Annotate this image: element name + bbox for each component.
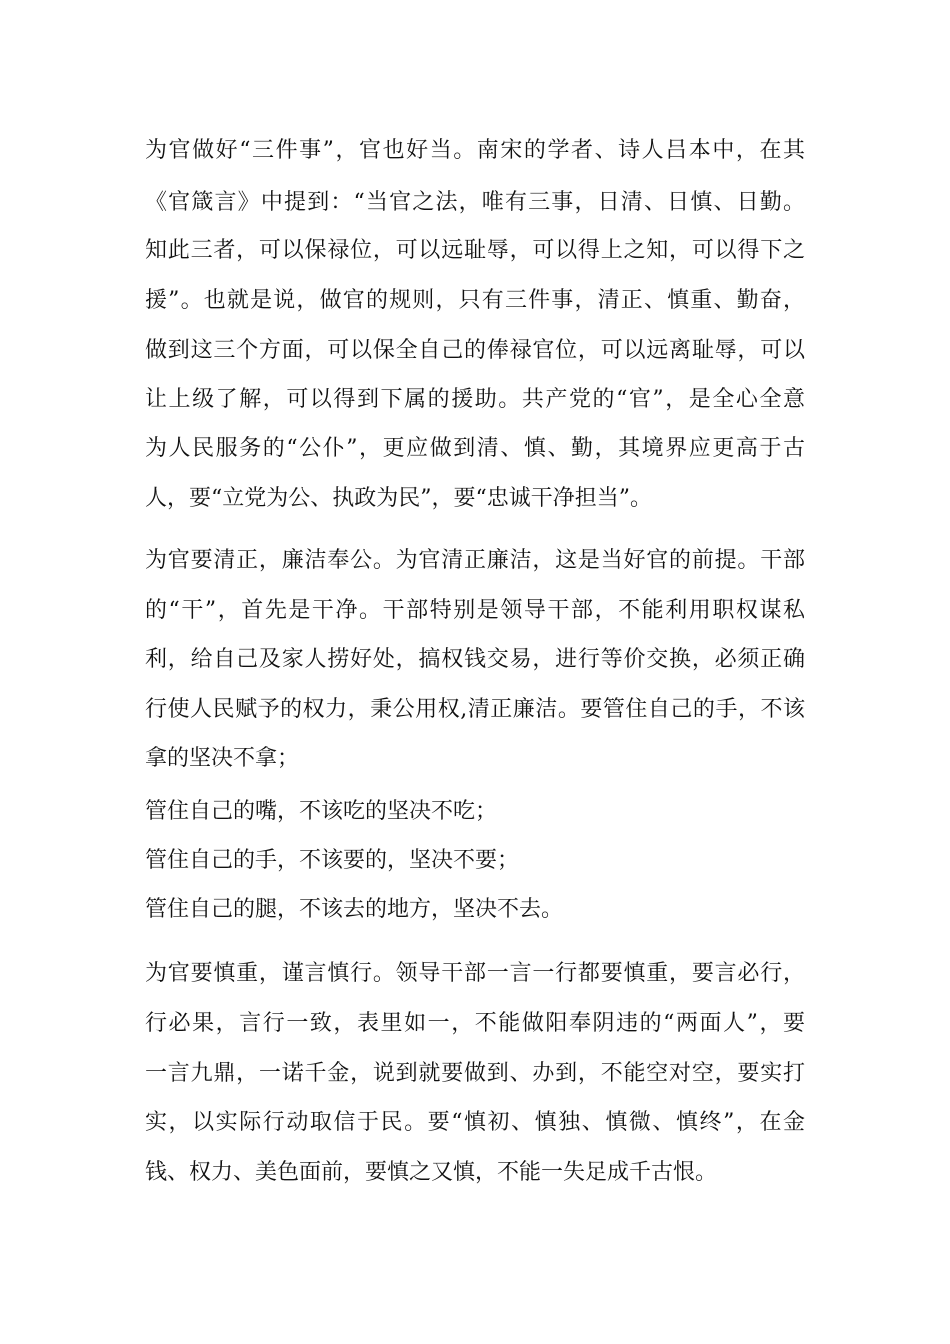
text-line: 的“干”，首先是干净。干部特别是领导干部，不能利用职权谋私 xyxy=(145,598,805,623)
text-line: 拿的坚决不拿； xyxy=(145,746,300,771)
text-line: 行使人民赋予的权力，秉公用权,清正廉洁。要管住自己的手，不该 xyxy=(145,697,805,722)
text-line: 为官要清正，廉洁奉公。为官清正廉洁，这是当好官的前提。干部 xyxy=(145,548,805,573)
text-line: 管住自己的手，不该要的，坚决不要； xyxy=(145,848,520,873)
text-line: 做到这三个方面，可以保全自己的俸禄官位，可以远离耻辱，可以 xyxy=(145,338,805,363)
text-line: 《官箴言》中提到：“当官之法，唯有三事，日清、日慎、日勤。 xyxy=(145,190,805,215)
text-line: 管住自己的嘴，不该吃的坚决不吃； xyxy=(145,799,498,824)
text-line: 援”。也就是说，做官的规则，只有三件事，清正、慎重、勤奋， xyxy=(145,288,805,313)
text-line: 知此三者，可以保禄位，可以远耻辱，可以得上之知，可以得下之 xyxy=(145,238,805,263)
text-line: 为人民服务的“公仆”，更应做到清、慎、勤，其境界应更高于古 xyxy=(145,436,805,461)
text-line: 行必果，言行一致，表里如一，不能做阳奉阴违的“两面人”，要 xyxy=(145,1011,805,1036)
text-line: 让上级了解，可以得到下属的援助。共产党的“官”，是全心全意 xyxy=(145,387,805,412)
text-line: 一言九鼎，一诺千金，说到就要做到、办到，不能空对空，要实打 xyxy=(145,1061,805,1086)
text-line: 钱、权力、美色面前，要慎之又慎，不能一失足成千古恨。 xyxy=(145,1160,718,1185)
text-line: 利，给自己及家人捞好处，搞权钱交易，进行等价交换，必须正确 xyxy=(145,647,805,672)
text-line: 管住自己的腿，不该去的地方，坚决不去。 xyxy=(145,897,564,922)
text-line: 为官要慎重，谨言慎行。领导干部一言一行都要慎重，要言必行， xyxy=(145,961,805,986)
text-line: 人，要“立党为公、执政为民”，要“忠诚干净担当”。 xyxy=(145,486,652,511)
text-line: 为官做好“三件事”，官也好当。南宋的学者、诗人吕本中，在其 xyxy=(145,138,805,163)
text-line: 实，以实际行动取信于民。要“慎初、慎独、慎微、慎终”，在金 xyxy=(145,1110,805,1135)
